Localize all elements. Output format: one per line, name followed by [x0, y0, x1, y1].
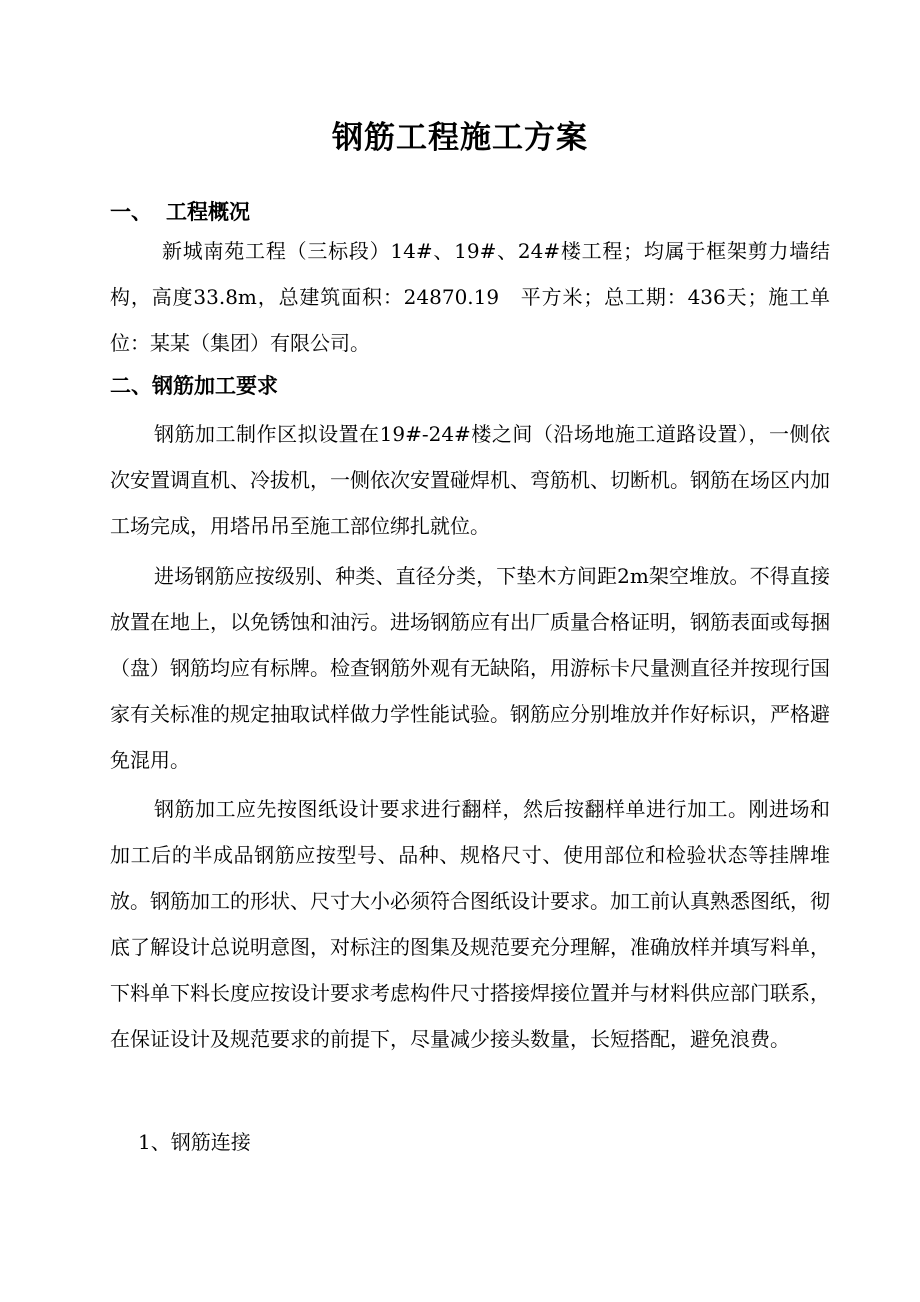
section-2-paragraph-1: 钢筋加工制作区拟设置在19#-24#楼之间（沿场地施工道路设置），一侧依次安置调直机、冷拔机，一侧依次安置碰焊机、弯筋机、切断机。钢筋在场区内加工场完成，用塔吊吊至施工部位绑扎就位。 [110, 422, 830, 538]
section-1-title: 工程概况 [166, 199, 250, 224]
section-2-paragraph-3: 钢筋加工应先按图纸设计要求进行翻样，然后按翻样单进行加工。刚进场和加工后的半成品钢筋应按型号、品种、规格尺寸、使用部位和检验状态等挂牌堆放。钢筋加工的形状、尺寸大小必须符合图纸设计要求。加工前认真熟悉图纸，彻底了解设计总说明意图，对标注的图集及规范要充分理解，准确放样并填写料单，下料单下料长度应按设计要求考虑构件尺寸搭接焊接位置并与材料供应部门联系，在保证设计及规范要求的前提下，尽量减少接头数量，长短搭配，避免浪费。 [110, 797, 830, 1051]
section-1-paragraph: 新城南苑工程（三标段）14#、19#、24#楼工程；均属于框架剪力墙结构，高度33.8m，总建筑面积：24870.19 平方米；总工期：436天；施工单位：某某（集团）有限公司。 [110, 239, 830, 355]
section-2-heading: 二、钢筋加工要求 [110, 373, 278, 398]
document-title: 钢筋工程施工方案 [332, 120, 588, 156]
section-1-number: 一、 [110, 199, 152, 224]
subsection-rebar-connection-heading: 1、钢筋连接 [138, 1130, 251, 1154]
section-2-paragraph-2: 进场钢筋应按级别、种类、直径分类，下垫木方间距2m架空堆放。不得直接放置在地上，以免锈蚀和油污。进场钢筋应有出厂质量合格证明，钢筋表面或每捆（盘）钢筋均应有标牌。检查钢筋外观有无缺陷，用游标卡尺量测直径并按现行国家有关标准的规定抽取试样做力学性能试验。钢筋应分别堆放并作好标识，严格避免混用。 [110, 564, 830, 772]
section-1-heading [110, 192, 250, 232]
